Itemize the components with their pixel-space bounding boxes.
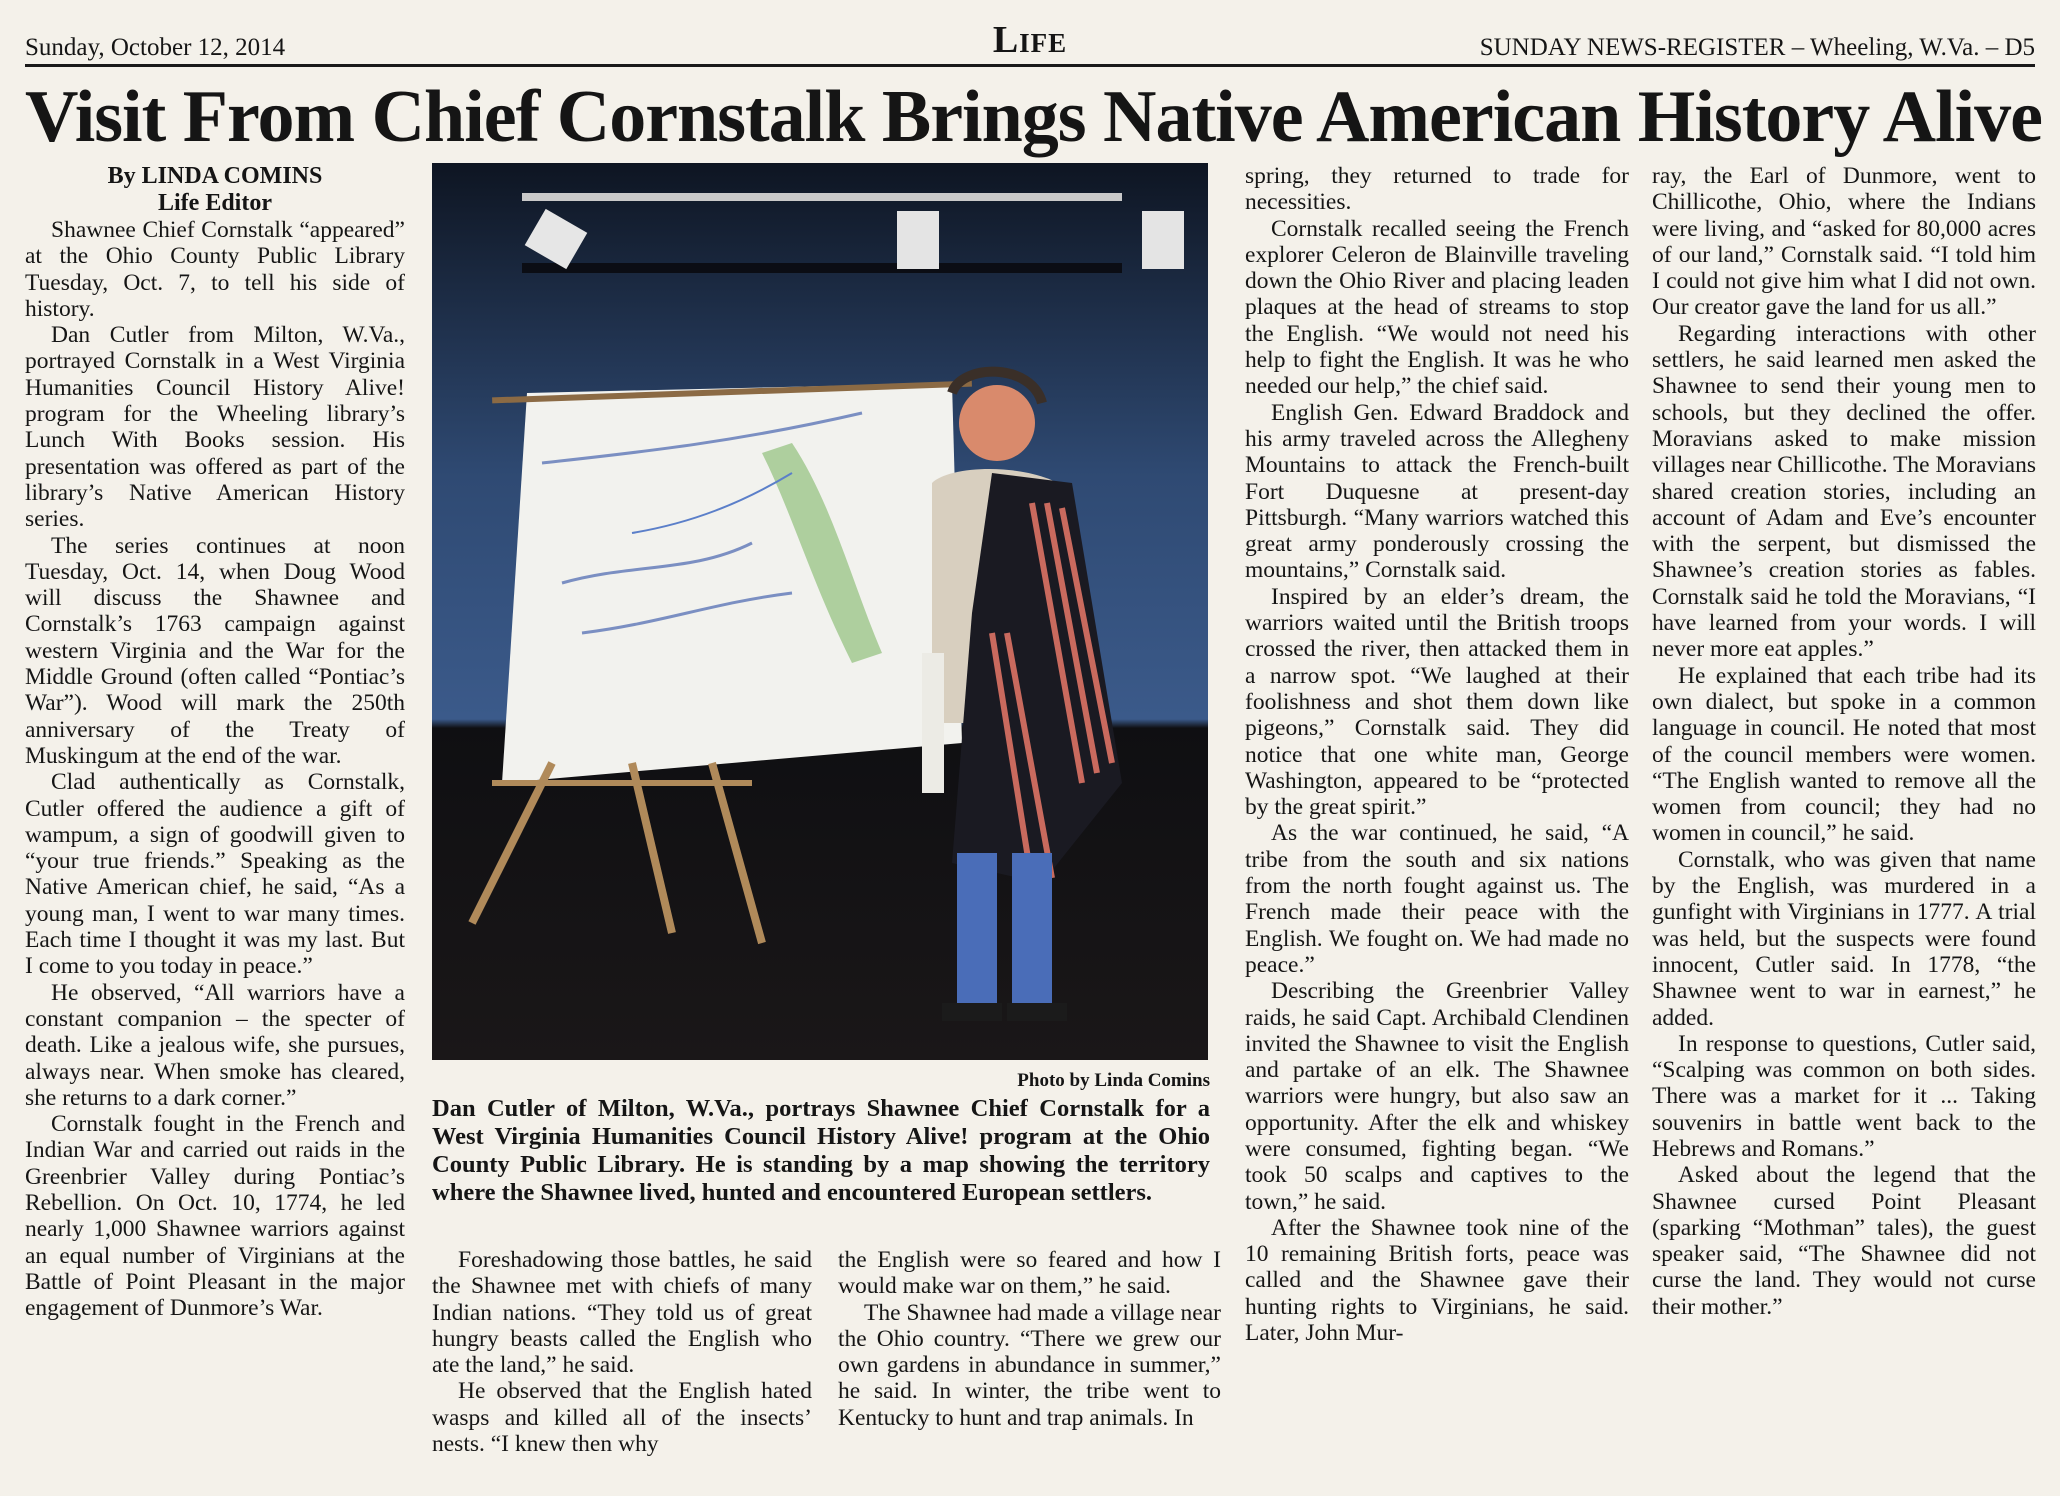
byline-title: Life Editor: [158, 190, 272, 216]
paragraph: English Gen. Edward Braddock and his army traveled across the Allegheny Mountains to attack the French-built Fort Duquesne at present-day Pittsburgh. “Many warriors watched this great army ponderously crossing the mountains,” Cornstalk said.: [1245, 399, 1629, 584]
track-light: [1142, 211, 1184, 269]
article-column-3: [838, 1247, 1221, 1431]
header-rule: [25, 64, 2035, 67]
paragraph: After the Shawnee took nine of the 10 remaining British forts, peace was called and the Shawnee gave their hunting rights to Virginians, he said. Later, John Mur-: [1245, 1214, 1629, 1347]
paragraph: The series continues at noon Tuesday, Oct. 14, when Doug Wood will discuss the Shawnee and Cornstalk’s 1763 campaign against western Virginia and the War for the Middle Ground (often called “Pontiac’s War”). Wood will mark the 250th anniversary of the Treaty of Muskingum at the end of the war.: [25, 532, 405, 769]
article-column-5: [1652, 163, 2036, 1320]
paragraph: the English were so feared and how I would make war on them,” he said.: [838, 1247, 1221, 1300]
paragraph: Foreshadowing those battles, he said the Shawnee met with chiefs of many Indian nations. “They told us of great hungry beasts called the English who ate the land,” he said.: [432, 1247, 812, 1379]
byline: [25, 163, 405, 217]
paragraph: spring, they returned to trade for necessities.: [1245, 163, 1629, 216]
section-name: Life: [992, 19, 1068, 61]
paragraph: Shawnee Chief Cornstalk “appeared” at the Ohio County Public Library Tuesday, Oct. 7, to tell his side of history.: [25, 217, 405, 322]
article-column-1: [25, 163, 405, 1321]
paragraph: Regarding interactions with other settlers, he said learned men asked the Shawnee to send their young men to schools, but they declined the offer. Moravians asked to make mission villages near Chillicothe. The Moravians shared creation stories, including an account of Adam and Eve’s encounter with the serpent, but dismissed the Shawnee’s creation stories as fables. Cornstalk said he told the Moravians, “I have learned from your words. I will never more eat apples.”: [1652, 320, 2036, 663]
headline: Visit From Chief Cornstalk Brings Native American History Alive: [25, 76, 2043, 158]
byline-author: By LINDA COMINS: [107, 163, 323, 189]
paragraph: ray, the Earl of Dunmore, went to Chillicothe, Ohio, where the Indians were living, and “asked for 80,000 acres of our land,” Cornstalk said. “I told him I could not give him what I did not own. Our creator gave the land for us all.”: [1652, 163, 2036, 321]
paragraph: He observed, “All warriors have a constant companion – the specter of death. Like a jealous wife, she pursues, always near. When smoke has cleared, she returns to a dark corner.”: [25, 979, 405, 1111]
paragraph: He explained that each tribe had its own dialect, but spoke in a common language in council. He noted that most of the council members were women. “The English wanted to remove all the women from council; they had no women in council,” he said.: [1652, 662, 2036, 847]
paragraph: The Shawnee had made a village near the Ohio country. “There we grew our own gardens in abundance in summer,” he said. In winter, the tribe went to Kentucky to hunt and trap animals. In: [838, 1299, 1221, 1431]
paragraph: Cornstalk fought in the French and Indian War and carried out raids in the Greenbrier Valley during Pontiac’s Rebellion. On Oct. 10, 1774, he led nearly 1,000 Shawnee warriors against an equal number of Virginians at the Battle of Point Pleasant in the major engagement of Dunmore’s War.: [25, 1111, 405, 1322]
paragraph: Cornstalk, who was given that name by the English, was murdered in a gunfight with Virginians in 1777. A trial was held, but the suspects were found innocent, Cutler said. In 1778, “the Shawnee went to war in earnest,” he added.: [1652, 846, 2036, 1031]
paragraph: As the war continued, he said, “A tribe from the south and six nations from the north fought against us. The French made their peace with the English. We fought on. We had made no peace.”: [1245, 820, 1629, 978]
article-column-2: [432, 1247, 812, 1457]
page-header: [25, 14, 2035, 66]
paragraph: Clad authentically as Cornstalk, Cutler offered the audience a gift of wampum, a sign of goodwill given to “your true friends.” Speaking as the Native American chief, he said, “As a young man, I went to war many times. Each time I thought it was my last. But I come to you today in peace.”: [25, 769, 405, 980]
issue-date: Sunday, October 12, 2014: [25, 34, 286, 61]
article-photo: [432, 163, 1208, 1060]
photo-caption: Dan Cutler of Milton, W.Va., portrays Shawnee Chief Cornstalk for a West Virginia Humanities Council History Alive! program at the Ohio County Public Library. He is standing by a map showing the territory where the Shawnee lived, hunted and encountered European settlers.: [432, 1095, 1210, 1206]
photo-credit: Photo by Linda Comins: [1017, 1070, 1210, 1091]
paragraph: Describing the Greenbrier Valley raids, he said Capt. Archibald Clendinen invited the Shawnee to visit the English and partake of an elk. The Shawnee warriors were hungry, but also saw an opportunity. After the elk and whiskey were consumed, fighting began. “We took 50 scalps and captives to the town,” he said.: [1245, 978, 1629, 1215]
paragraph: Inspired by an elder’s dream, the warriors waited until the British troops crossed the river, then attacked them in a narrow spot. “We laughed at their foolishness and shot them down like pigeons,” Cornstalk said. They did notice that one white man, George Washington, appeared to be “protected by the great spirit.”: [1245, 583, 1629, 821]
photo-illustration: [432, 163, 1208, 1060]
paragraph: In response to questions, Cutler said, “Scalping was common on both sides. There was a market for it ... Taking souvenirs in battle went back to the Hebrews and Romans.”: [1652, 1030, 2036, 1162]
paper-name: SUNDAY NEWS-REGISTER – Wheeling, W.Va. – D5: [1479, 34, 2035, 61]
paragraph: Cornstalk recalled seeing the French explorer Celeron de Blainville traveling down the Ohio River and placing leaden plaques at the head of streams to stop the English. “We would not need his help to fight the English. It was he who needed our help,” the chief said.: [1245, 215, 1629, 400]
paragraph: Dan Cutler from Milton, W.Va., portrayed Cornstalk in a West Virginia Humanities Council History Alive! program for the Wheeling library’s Lunch With Books session. His presentation was offered as part of the library’s Native American History series.: [25, 322, 405, 533]
track-light: [897, 211, 939, 269]
paragraph: He observed that the English hated wasps and killed all of the insects’ nests. “I knew then why: [432, 1378, 812, 1458]
article-column-4: [1245, 163, 1629, 1346]
paragraph: Asked about the legend that the Shawnee cursed Point Pleasant (sparking “Mothman” tales), the guest speaker said, “The Shawnee did not curse the land. They would not curse their mother.”: [1652, 1162, 2036, 1320]
